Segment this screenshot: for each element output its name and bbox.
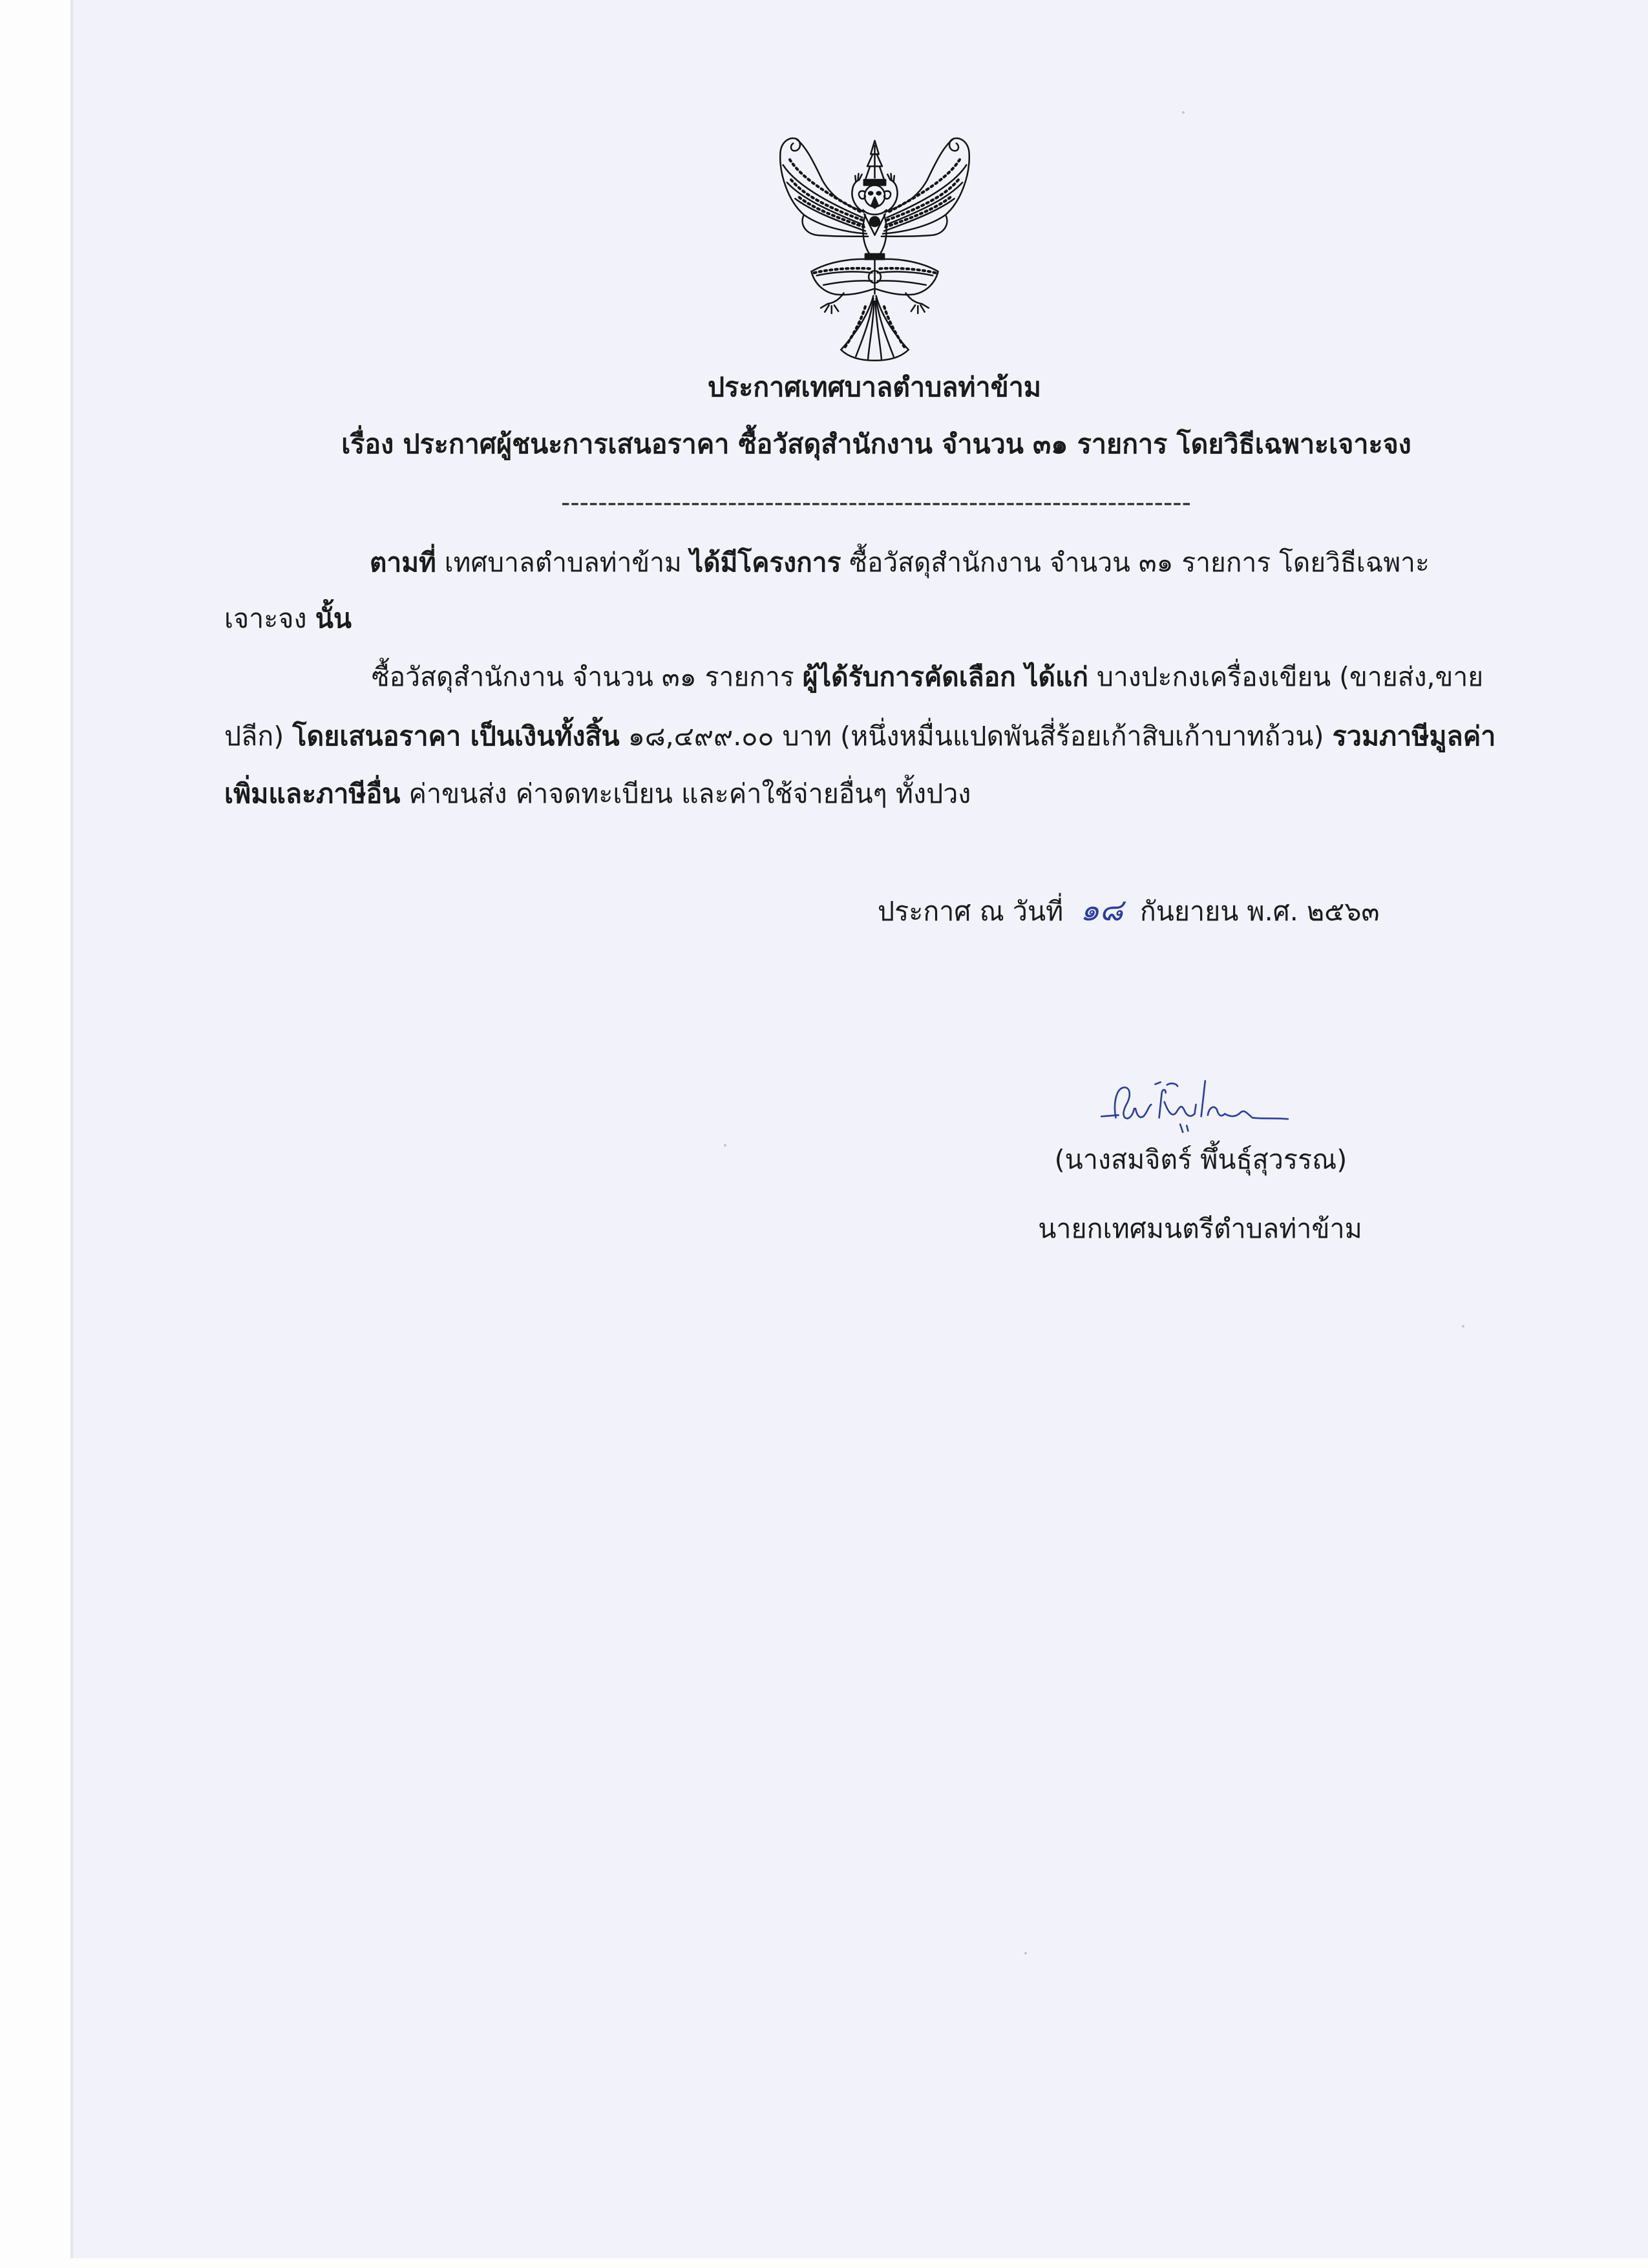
- announcement-subject: เรื่อง ประกาศผู้ชนะการเสนอราคา ซื้อวัสดุสำนักงาน จำนวน ๓๑ รายการ โดยวิธีเฉพาะเจาะจง: [341, 429, 1411, 460]
- paragraph2-line3: [224, 768, 971, 820]
- municipality-name: เทศบาลตำบลท่าข้าม: [444, 547, 682, 578]
- vat-label: รวมภาษีมูลค่า: [1332, 721, 1496, 752]
- paragraph2-line1: [372, 651, 1483, 703]
- paragraph1-line1: [370, 536, 1430, 588]
- signatory-position: นายกเทศมนตรีตำบลท่าข้าม: [1038, 1213, 1362, 1244]
- bid-amount-label: โดยเสนอราคา เป็นเงินทั้งสิ้น: [292, 721, 620, 752]
- handwritten-signature: [1096, 1073, 1293, 1138]
- lead-phrase: ตามที่: [370, 547, 436, 578]
- date-month-year: กันยายน พ.ศ. ๒๕๖๓: [1139, 896, 1380, 927]
- scan-speck: [724, 1144, 726, 1147]
- signatory-name: (นางสมจิตร์ พึ้นธุ์สุวรรณ): [1054, 1144, 1347, 1175]
- project-phrase: ได้มีโครงการ: [690, 547, 841, 578]
- project-description: ซื้อวัสดุสำนักงาน จำนวน ๓๑ รายการ โดยวิธีเฉพาะ: [849, 547, 1430, 578]
- paragraph2-line2: [224, 710, 1495, 762]
- selected-vendor-label: ผู้ได้รับการคัดเลือก ได้แก่: [802, 661, 1088, 692]
- scan-speck: [1462, 1325, 1464, 1328]
- paragraph1-line2: [224, 593, 352, 644]
- scan-speck: [1182, 111, 1185, 114]
- announcement-date: [878, 885, 1380, 937]
- bid-amount: ๑๘,๔๙๙.๐๐ บาท (หนึ่งหมื่นแปดพันสี่ร้อยเก้าสิบเก้าบาทถ้วน): [628, 721, 1324, 752]
- garuda-emblem: [774, 132, 976, 362]
- separator-line: --------------------------------------------------------------------: [561, 488, 1191, 518]
- vendor-name-continuation: ปลีก): [224, 721, 284, 752]
- date-day-handwritten: ๑๘: [1080, 893, 1123, 928]
- scan-edge: [70, 0, 73, 2258]
- date-prefix: ประกาศ ณ วันที่: [878, 896, 1064, 927]
- vat-label-continuation: เพิ่มและภาษีอื่น: [224, 778, 401, 809]
- method-continuation: เจาะจง: [224, 603, 307, 634]
- scan-speck: [1024, 1952, 1027, 1955]
- vendor-name: บางปะกงเครื่องเขียน (ขายส่ง,ขาย: [1096, 661, 1484, 692]
- included-costs: ค่าขนส่ง ค่าจดทะเบียน และค่าใช้จ่ายอื่นๆ ทั้งปวง: [408, 778, 971, 809]
- closing-word: นั้น: [315, 603, 352, 634]
- purchase-description: ซื้อวัสดุสำนักงาน จำนวน ๓๑ รายการ: [372, 661, 794, 692]
- announcement-title: ประกาศเทศบาลตำบลท่าข้าม: [707, 372, 1042, 403]
